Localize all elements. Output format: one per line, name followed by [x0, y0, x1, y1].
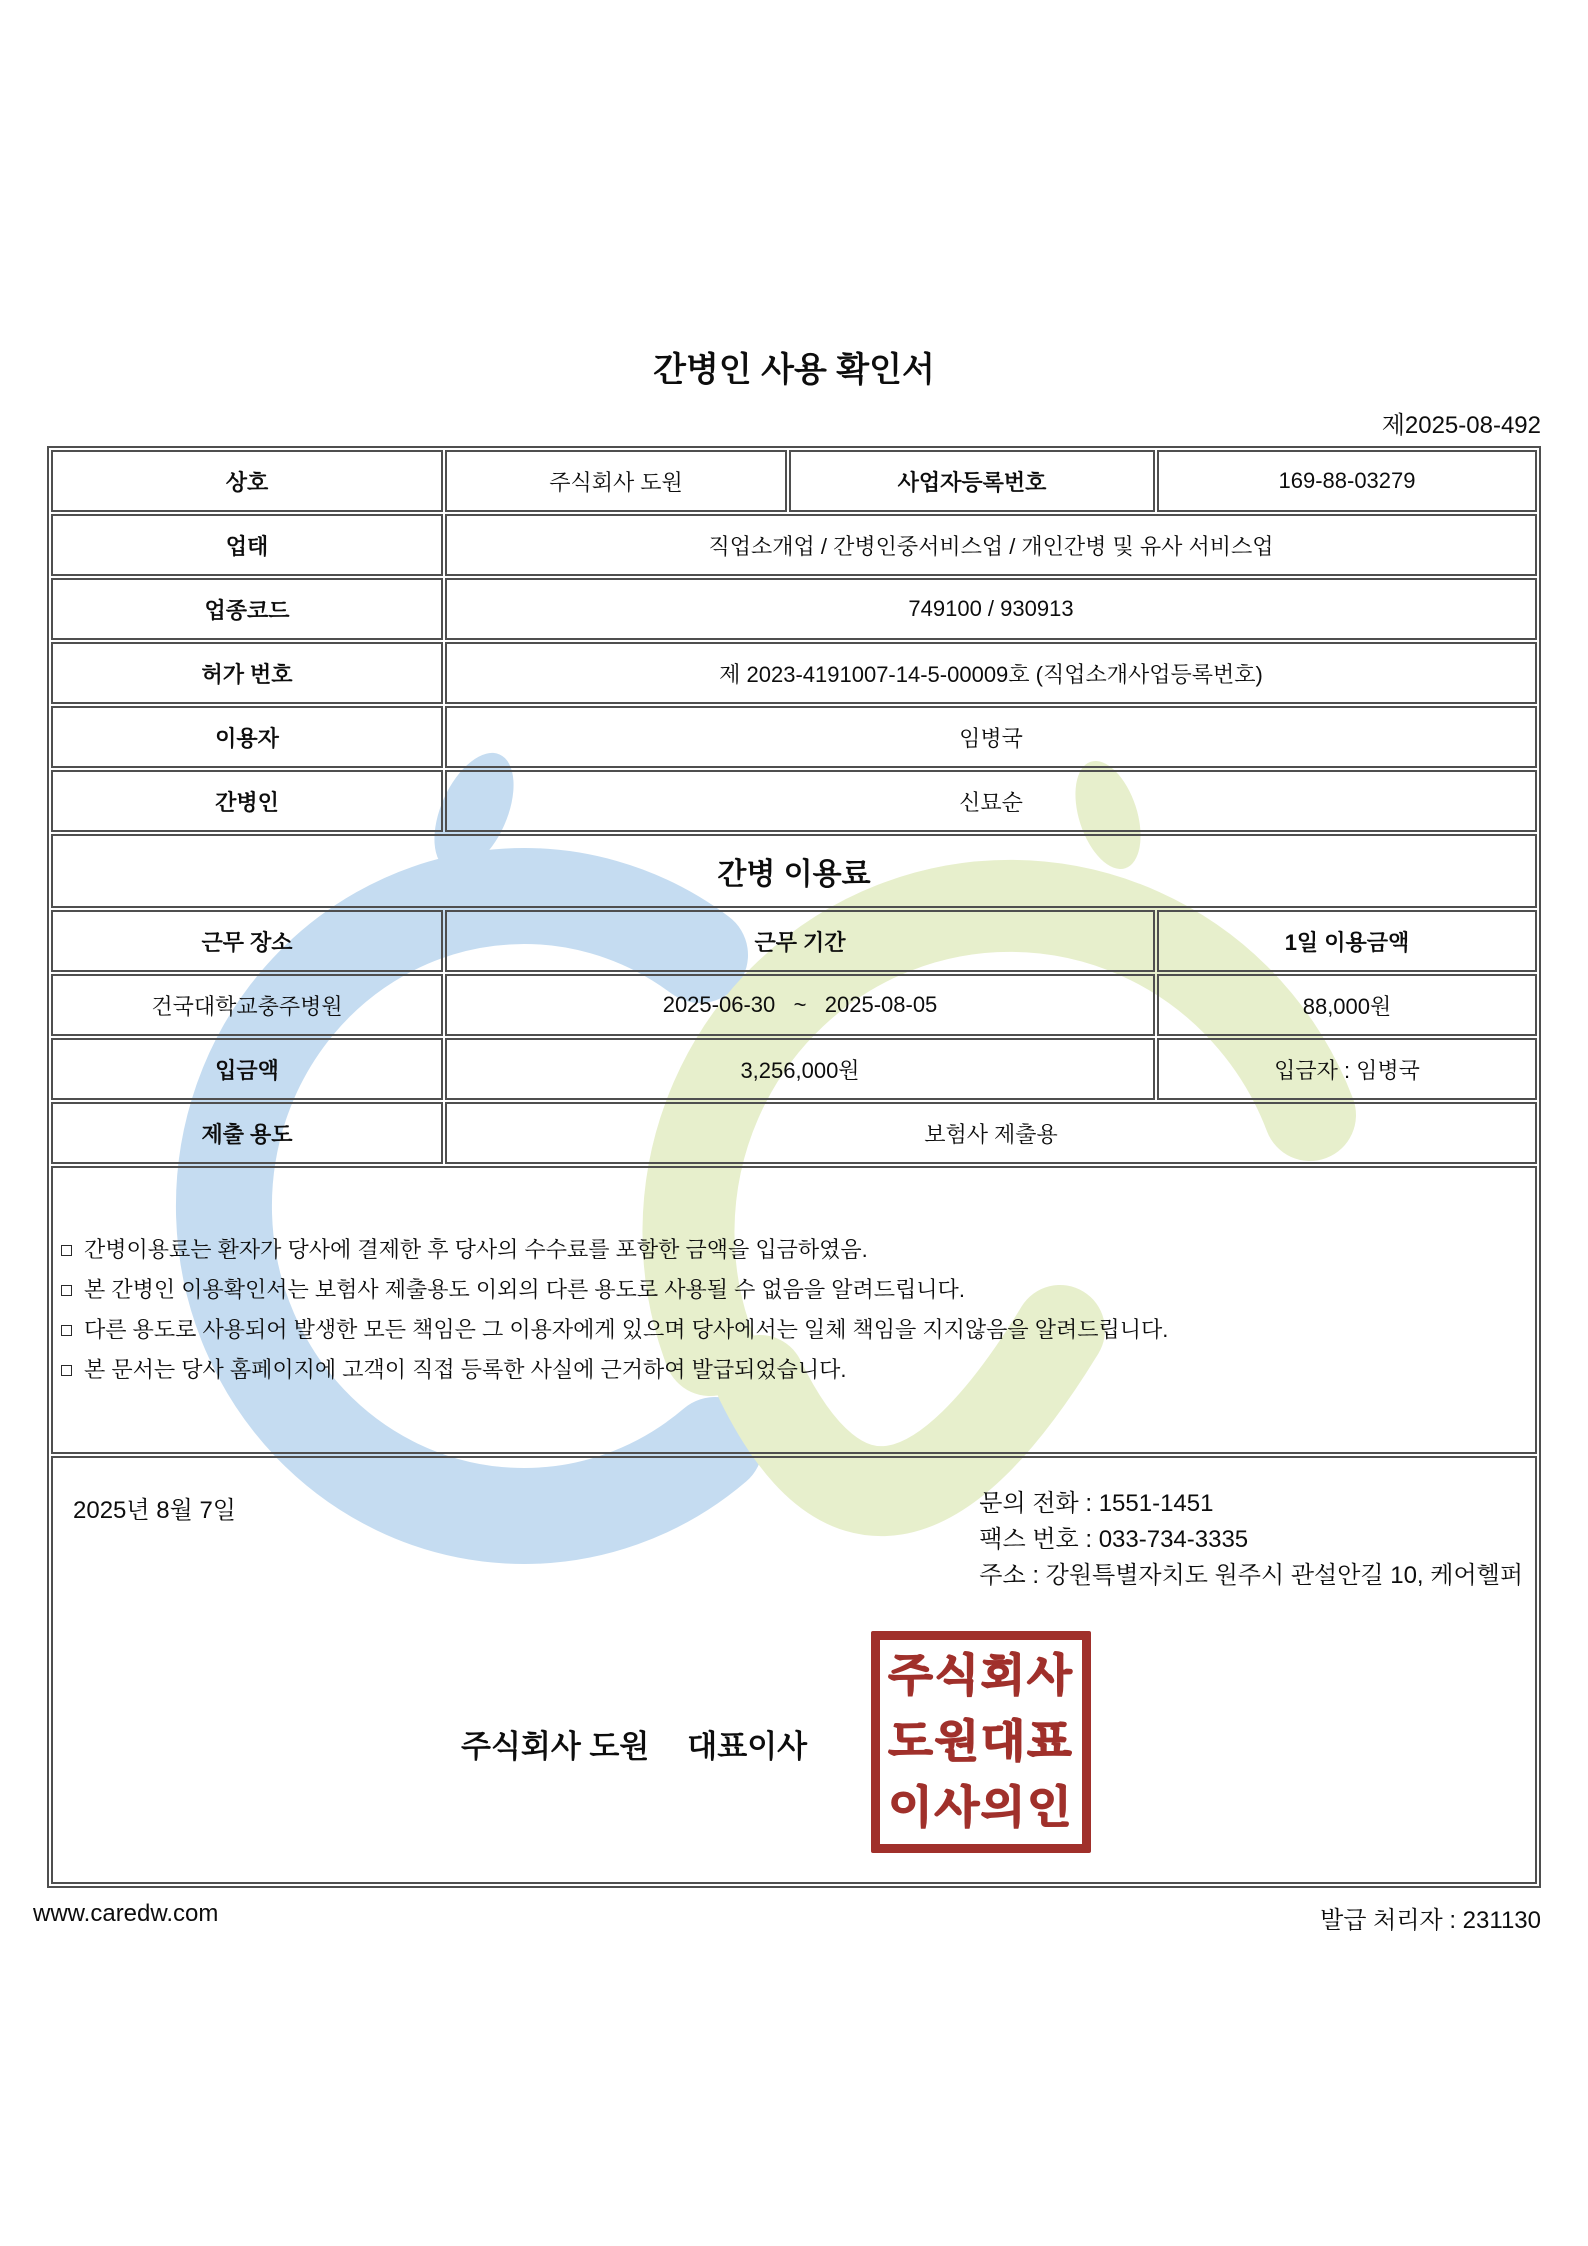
purpose-row: [51, 1102, 1537, 1164]
table-row: [51, 450, 1537, 512]
industry-code-value: 749100 / 930913: [445, 578, 1537, 640]
daily-fee-header: 1일 이용금액: [1157, 910, 1537, 972]
square-bullet-icon: [61, 1325, 72, 1336]
fee-header-row: [51, 910, 1537, 972]
stamp-text-line: 도원대표: [888, 1717, 1074, 1766]
notes-row: [51, 1166, 1537, 1454]
address-line: 주소 : 강원특별자치도 원주시 관설안길 10, 케어헬퍼: [979, 1562, 1523, 1589]
square-bullet-icon: [61, 1285, 72, 1296]
user-value: 임병국: [445, 706, 1537, 768]
user-label: 이용자: [51, 706, 443, 768]
note-text: 간병이용료는 환자가 당사에 결제한 후 당사의 수수료를 포함한 금액을 입금하였음.: [84, 1237, 868, 1262]
note-item: [59, 1350, 1529, 1390]
business-type-value: 직업소개업 / 간병인중서비스업 / 개인간병 및 유사 서비스업: [445, 514, 1537, 576]
daily-fee-value: 88,000원: [1157, 974, 1537, 1036]
deposit-amount-value: 3,256,000원: [445, 1038, 1155, 1100]
note-item: [59, 1270, 1529, 1310]
corporate-seal-stamp: [871, 1631, 1091, 1853]
fee-section-title: 간병 이용료: [51, 834, 1537, 908]
purpose-value: 보험사 제출용: [445, 1102, 1537, 1164]
stamp-text-line: 이사의인: [888, 1783, 1074, 1832]
company-name-value: 주식회사 도원: [445, 450, 787, 512]
depositor-cell: [1157, 1038, 1537, 1100]
note-item: [59, 1230, 1529, 1270]
note-text: 본 간병인 이용확인서는 보험사 제출용도 이외의 다른 용도로 사용될 수 없음을 알려드립니다.: [84, 1277, 965, 1302]
note-text: 본 문서는 당사 홈페이지에 고객이 직접 등록한 사실에 근거하여 발급되었습니다.: [84, 1357, 847, 1382]
table-row: [51, 578, 1537, 640]
table-row: [51, 770, 1537, 832]
depositor-label: 입금자: [1274, 1057, 1338, 1083]
depositor-name: : 임병국: [1337, 1057, 1420, 1083]
table-row: [51, 514, 1537, 576]
note-item: [59, 1310, 1529, 1350]
website-text: www.caredw.com: [33, 1900, 219, 1927]
business-reg-number-label: 사업자등록번호: [789, 450, 1155, 512]
deposit-row: [51, 1038, 1537, 1100]
signature-row: [53, 1626, 1535, 1856]
company-name-label: 상호: [51, 450, 443, 512]
fee-section-title-row: [51, 834, 1537, 908]
permit-number-value: 제 2023-4191007-14-5-00009호 (직업소개사업등록번호): [445, 642, 1537, 704]
page-footer: [33, 1900, 1541, 1935]
signature-role: 대표이사: [687, 1729, 808, 1764]
business-reg-number-value: 169-88-03279: [1157, 450, 1537, 512]
contact-info: [979, 1486, 1523, 1594]
table-row: [51, 642, 1537, 704]
square-bullet-icon: [61, 1365, 72, 1376]
confirmation-table: [47, 446, 1541, 1888]
issue-row: [51, 1456, 1537, 1884]
work-period-value: 2025-06-30 ~ 2025-08-05: [445, 974, 1155, 1036]
table-row: [51, 706, 1537, 768]
industry-code-label: 업종코드: [51, 578, 443, 640]
signature-company: 주식회사 도원: [461, 1729, 650, 1764]
note-text: 다른 용도로 사용되어 발생한 모든 책임은 그 이용자에게 있으며 당사에서는 일체 책임을 지지않음을 알려드립니다.: [84, 1317, 1169, 1342]
work-place-value: 건국대학교충주병원: [51, 974, 443, 1036]
company-signature: [461, 1721, 807, 1766]
stamp-text-line: 주식회사: [888, 1651, 1074, 1700]
square-bullet-icon: [61, 1245, 72, 1256]
issue-date: 2025년 8월 7일: [73, 1497, 236, 1524]
notes-section: [51, 1166, 1537, 1454]
fax-line: 팩스 번호 : 033-734-3335: [979, 1526, 1249, 1553]
permit-number-label: 허가 번호: [51, 642, 443, 704]
caregiver-label: 간병인: [51, 770, 443, 832]
deposit-amount-label: 입금액: [51, 1038, 443, 1100]
phone-line: 문의 전화 : 1551-1451: [979, 1490, 1214, 1517]
caregiver-value: 신묘순: [445, 770, 1537, 832]
work-place-header: 근무 장소: [51, 910, 443, 972]
page-title: 간병인 사용 확인서: [653, 351, 935, 389]
issuer-id: 발급 처리자 : 231130: [1320, 1907, 1541, 1934]
fee-data-row: [51, 974, 1537, 1036]
business-type-label: 업태: [51, 514, 443, 576]
work-period-header: 근무 기간: [445, 910, 1155, 972]
document-number: 제2025-08-492: [1381, 412, 1541, 439]
issue-section: [51, 1456, 1537, 1884]
purpose-label: 제출 용도: [51, 1102, 443, 1164]
